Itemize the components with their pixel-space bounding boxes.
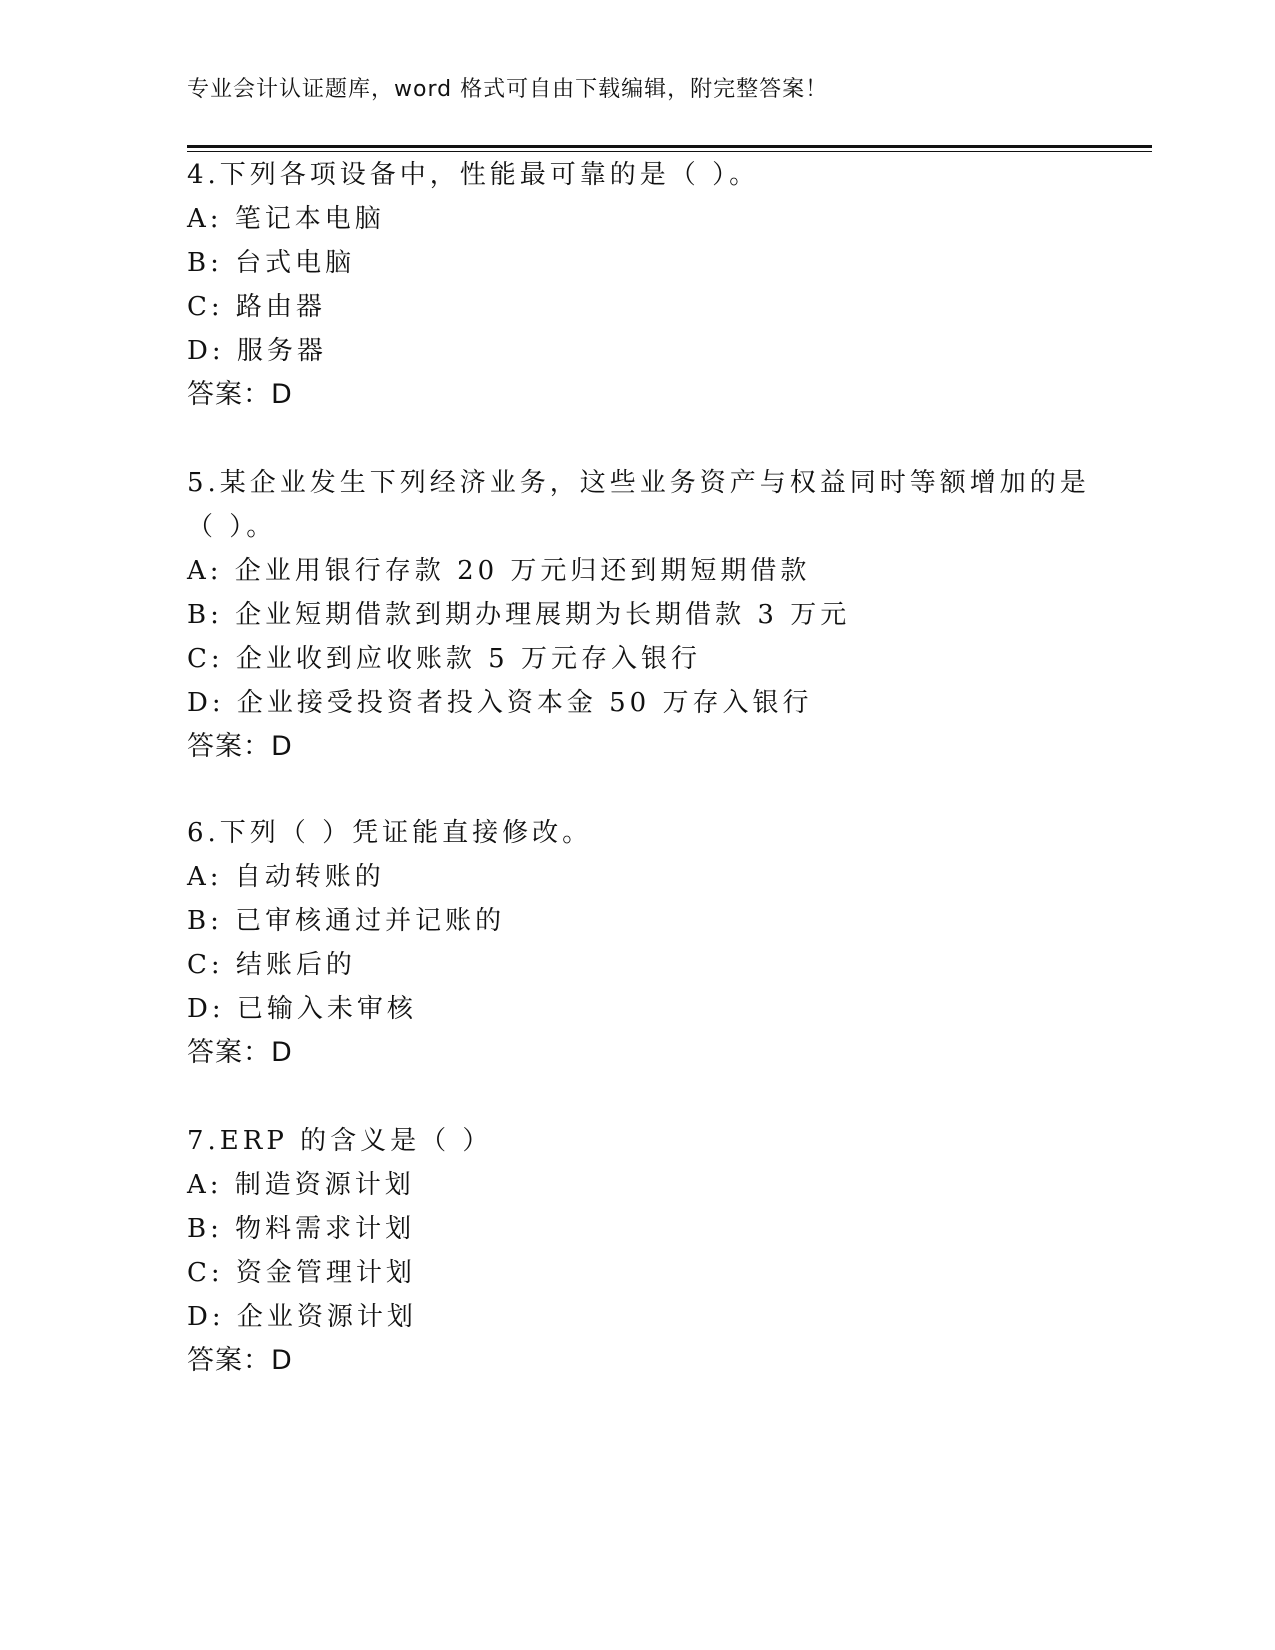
question-7-option-c: C: 资金管理计划 <box>187 1258 416 1288</box>
question-7-answer: 答案：D <box>187 1345 293 1376</box>
question-6-option-b: B: 已审核通过并记账的 <box>187 906 506 936</box>
question-6-option-a: A: 自动转账的 <box>187 862 385 892</box>
question-4-stem: 4.下列各项设备中，性能最可靠的是（ ）。 <box>187 160 760 190</box>
question-5-option-c: C: 企业收到应收账款 5 万元存入银行 <box>187 644 701 674</box>
question-5-option-a: A: 企业用银行存款 20 万元归还到期短期借款 <box>187 556 811 586</box>
question-6-stem: 6.下列（ ）凭证能直接修改。 <box>187 818 593 848</box>
question-6-option-d: D: 已输入未审核 <box>187 994 417 1024</box>
question-5-option-b: B: 企业短期借款到期办理展期为长期借款 3 万元 <box>187 600 851 630</box>
question-6-answer: 答案：D <box>187 1037 293 1068</box>
question-4-option-d: D: 服务器 <box>187 336 327 366</box>
question-5-option-d: D: 企业接受投资者投入资本金 50 万存入银行 <box>187 688 813 718</box>
question-5-stem: 5.某企业发生下列经济业务，这些业务资产与权益同时等额增加的是 <box>187 468 1090 498</box>
question-7-stem: 7.ERP 的含义是（ ） <box>187 1126 493 1156</box>
question-6-option-c: C: 结账后的 <box>187 950 356 980</box>
question-5-stem-continued: （ ）。 <box>187 512 277 542</box>
page-header: 专业会计认证题库，word 格式可自由下载编辑，附完整答案！ <box>187 77 829 102</box>
question-4-option-a: A: 笔记本电脑 <box>187 204 385 234</box>
header-rule-thin <box>187 151 1152 152</box>
question-7-option-b: B: 物料需求计划 <box>187 1214 416 1244</box>
question-7-option-d: D: 企业资源计划 <box>187 1302 417 1332</box>
header-rule-thick <box>187 145 1152 148</box>
question-4-answer: 答案：D <box>187 379 293 410</box>
question-7-option-a: A: 制造资源计划 <box>187 1170 415 1200</box>
question-4-option-b: B: 台式电脑 <box>187 248 356 278</box>
question-4-option-c: C: 路由器 <box>187 292 326 322</box>
question-5-answer: 答案：D <box>187 731 293 762</box>
